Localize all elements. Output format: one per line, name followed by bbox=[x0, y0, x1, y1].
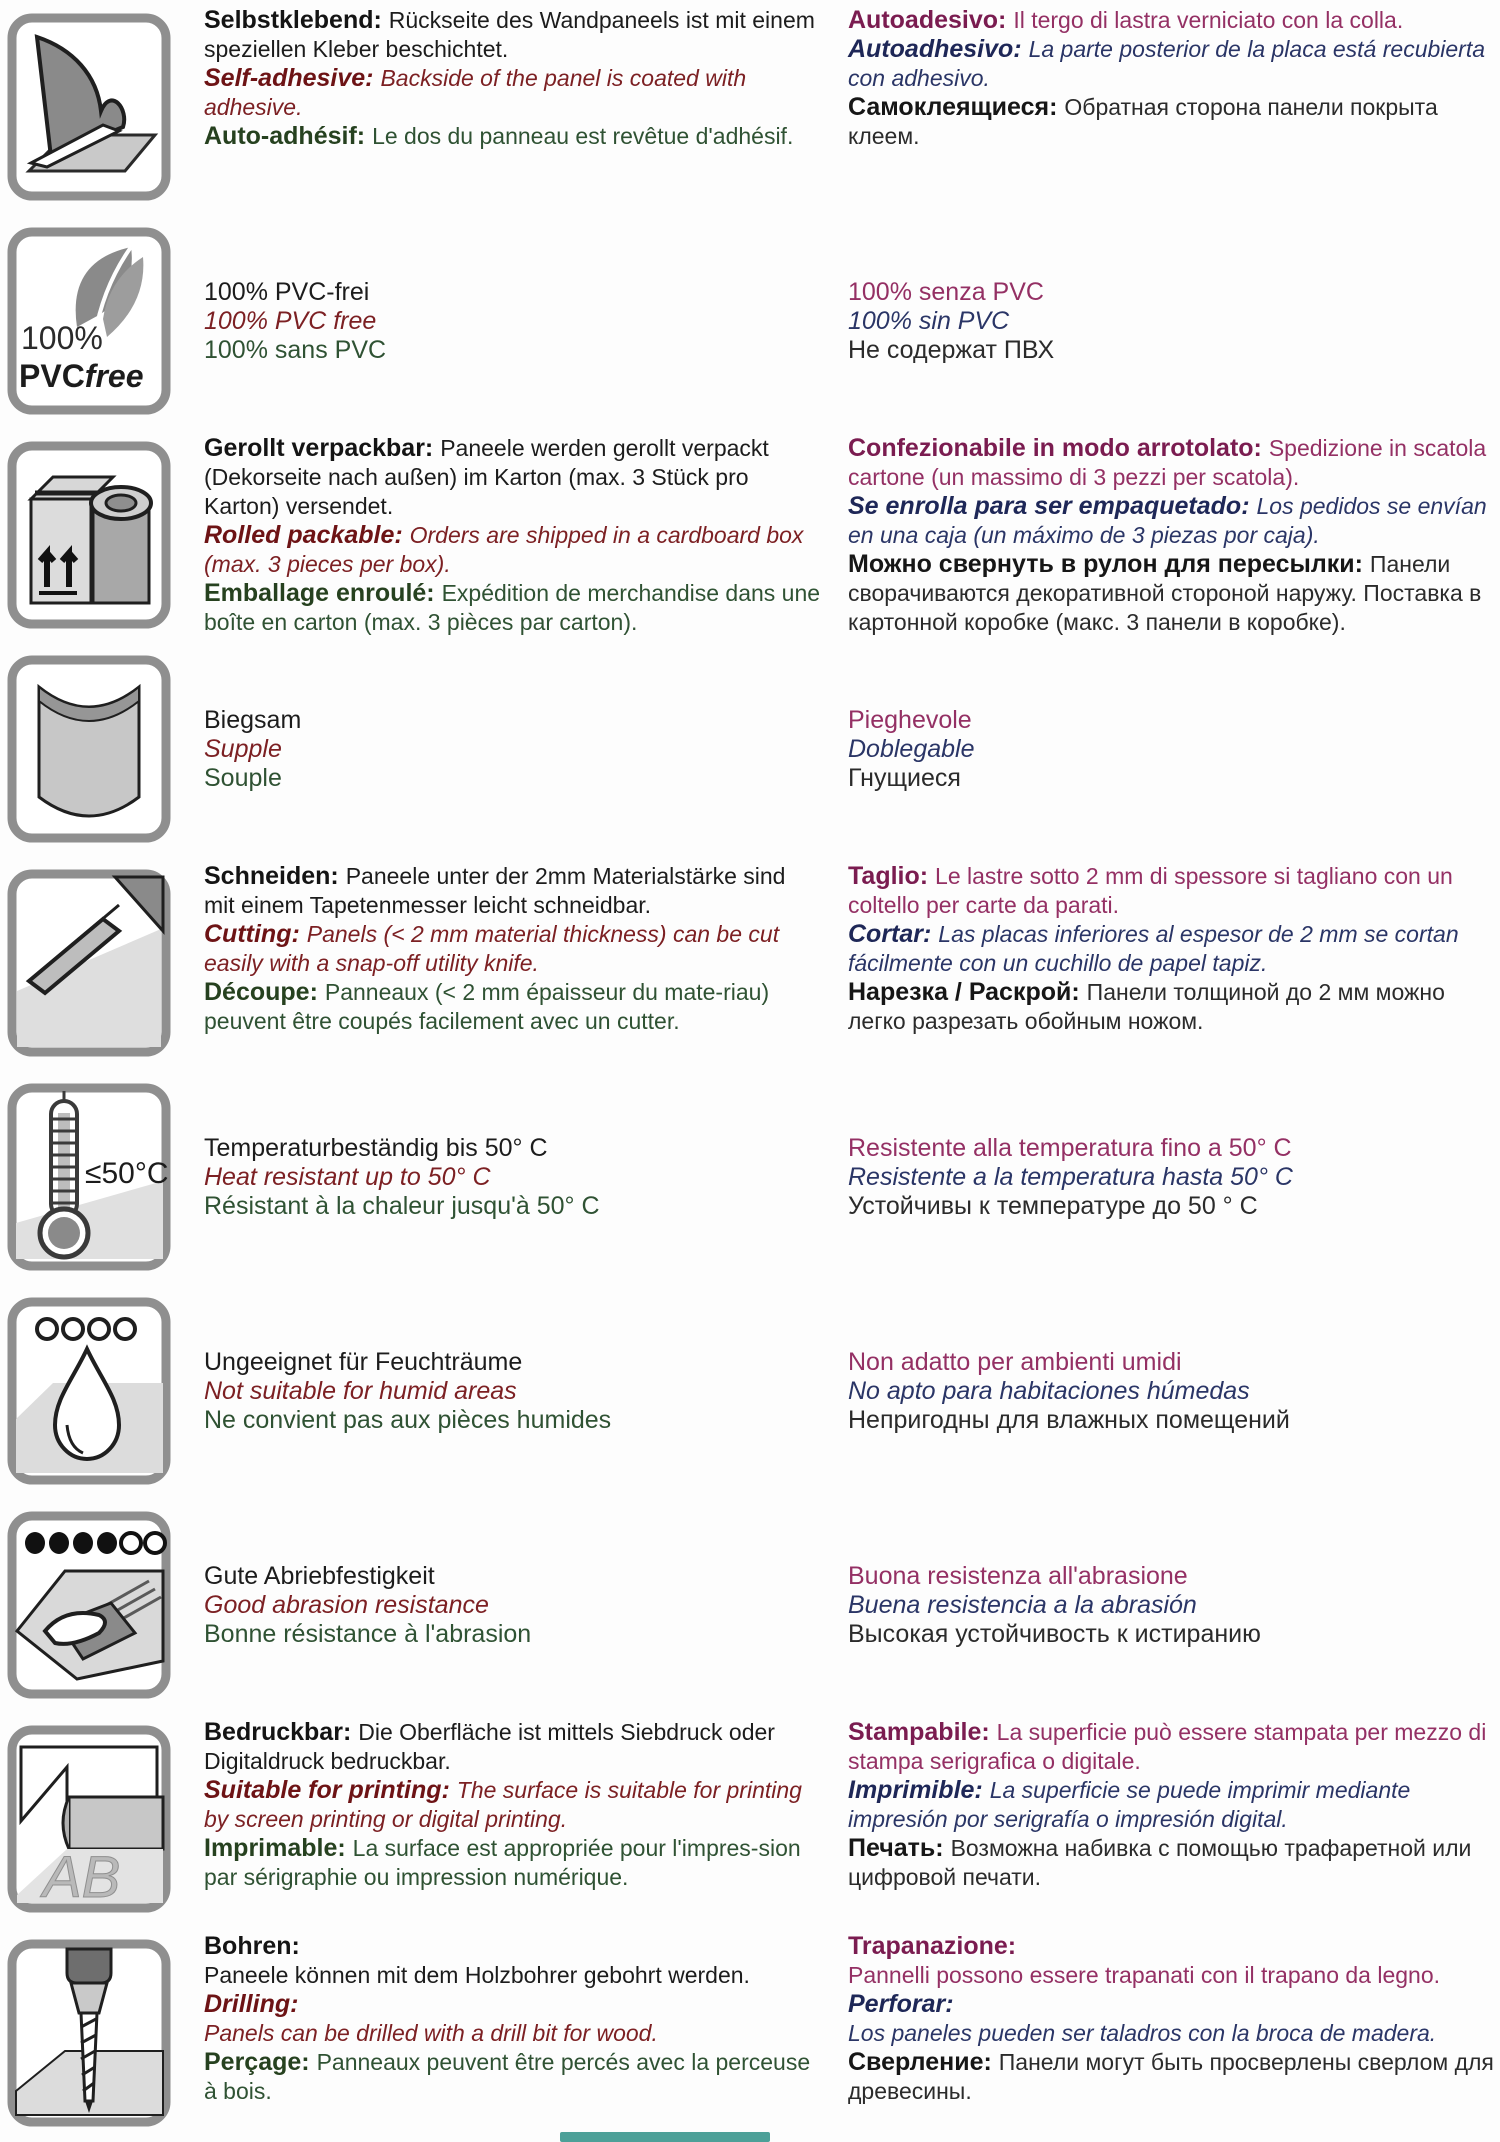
text-de: Temperaturbeständig bis 50° C bbox=[204, 1133, 548, 1162]
text-fr: Imprimable: La surface est appropriée pour l'impres-sion par sérigraphie ou impression numérique. bbox=[204, 1834, 801, 1890]
text-it: Taglio: Le lastre sotto 2 mm di spessore si tagliano con un coltello per carte da parati. bbox=[848, 862, 1453, 918]
text-es: Se enrolla para ser empaquetado: Los pedidos se envían en una caja (un máximo de 3 piezas por caja). bbox=[848, 492, 1487, 548]
text-fr: Ne convient pas aux pièces humides bbox=[204, 1405, 612, 1434]
text-ru: Сверление: Панели могут быть просверлены сверлом для древесины. bbox=[848, 2048, 1494, 2104]
peeling-panel-icon bbox=[7, 13, 171, 201]
scan-artifact bbox=[560, 2132, 770, 2142]
text-es: Doblegable bbox=[848, 734, 975, 763]
feature-row-printable bbox=[0, 1712, 1500, 1926]
pvc-free-leaf-icon bbox=[7, 227, 171, 415]
temperature-limit-label: ≤50°C bbox=[85, 1157, 169, 1190]
text-es: Buena resistencia a la abrasión bbox=[848, 1590, 1197, 1619]
feature-row-heat-resistant bbox=[0, 1070, 1500, 1284]
text-it: Pieghevole bbox=[848, 705, 972, 734]
text-it: Non adatto per ambienti umidi bbox=[848, 1347, 1182, 1376]
feature-row-rolled-packable bbox=[0, 428, 1500, 642]
text-de: Schneiden: Paneele unter der 2mm Materialstärke sind mit einem Tapetenmesser leicht schneidbar. bbox=[204, 862, 786, 918]
text-ru: Нарезка / Раскрой: Панели толщиной до 2 мм можно легко разрезать обойным ножом. bbox=[848, 978, 1445, 1034]
text-en: Heat resistant up to 50° C bbox=[204, 1162, 491, 1191]
text-ru: Непригодны для влажных помещений bbox=[848, 1405, 1290, 1434]
text-en: Cutting: Panels (< 2 mm material thickness) can be cut easily with a snap-off utility knife. bbox=[204, 920, 780, 976]
text-es: Cortar: Las placas inferiores al espesor de 2 mm se cortan fácilmente con un cuchillo de papel tapiz. bbox=[848, 920, 1459, 976]
text-ru: Не содержат ПВХ bbox=[848, 335, 1055, 364]
text-it: Trapanazione: Pannelli possono essere trapanati con il trapano da legno. bbox=[848, 1932, 1441, 1988]
pvc-label: PVC bbox=[19, 358, 85, 394]
text-en: Self-adhesive: Backside of the panel is coated with adhesive. bbox=[204, 64, 747, 120]
text-de: Ungeeignet für Feuchträume bbox=[204, 1347, 523, 1376]
text-fr: Souple bbox=[204, 763, 282, 792]
feature-row-cutting bbox=[0, 856, 1500, 1070]
text-fr: 100% sans PVC bbox=[204, 335, 387, 364]
text-fr: Bonne résistance à l'abrasion bbox=[204, 1619, 532, 1648]
text-de: Bohren: Paneele können mit dem Holzbohrer gebohrt werden. bbox=[204, 1932, 750, 1988]
feature-row-pvc-free bbox=[0, 214, 1500, 428]
text-ru: Устойчивы к температуре до 50 ° C bbox=[848, 1191, 1258, 1220]
text-it: Autoadesivo: Il tergo di lastra verniciato con la colla. bbox=[848, 6, 1404, 34]
text-es: Autoadhesivo: La parte posterior de la placa está recubierta con adhesivo. bbox=[848, 35, 1486, 91]
text-fr: Emballage enroulé: Expédition de merchandise dans une boîte en carton (max. 3 pièces par carton). bbox=[204, 579, 821, 635]
feature-row-drilling bbox=[0, 1926, 1500, 2140]
text-es: Imprimible: La superficie se puede imprimir mediante impresión por serigrafía o impresión digital. bbox=[848, 1776, 1411, 1832]
text-ru: Гнущиеся bbox=[848, 763, 961, 792]
pvc-percent-label: 100% bbox=[21, 320, 103, 356]
text-en: 100% PVC free bbox=[204, 306, 377, 335]
pvc-free-label: free bbox=[84, 358, 144, 394]
text-de: 100% PVC-frei bbox=[204, 277, 370, 306]
text-es: No apto para habitaciones húmedas bbox=[848, 1376, 1250, 1405]
feature-row-self-adhesive bbox=[0, 0, 1500, 214]
text-en: Suitable for printing: The surface is suitable for printing by screen printing or digital printing. bbox=[204, 1776, 802, 1832]
text-ru: Можно свернуть в рулон для пересылки: Панели сворачиваются декоративной стороной наружу. Поставка в картонной коробке (макс. 3 панели в коробке). bbox=[848, 550, 1482, 635]
thermometer-icon bbox=[7, 1083, 171, 1271]
print-roller-icon bbox=[7, 1725, 171, 1913]
drill-bit-icon bbox=[7, 1939, 171, 2127]
text-es: Perforar: Los paneles pueden ser taladros con la broca de madera. bbox=[848, 1990, 1437, 2046]
text-es: Resistente a la temperatura hasta 50° C bbox=[848, 1162, 1293, 1191]
text-en: Rolled packable: Orders are shipped in a cardboard box (max. 3 pieces per box). bbox=[204, 521, 804, 577]
text-de: Gerollt verpackbar: Paneele werden gerollt verpackt (Dekorseite nach außen) im Karton (max. 3 Stück pro Karton) versendet. bbox=[204, 434, 769, 519]
text-it: Buona resistenza all'abrasione bbox=[848, 1561, 1188, 1590]
text-fr: Perçage: Panneaux peuvent être percés avec la perceuse à bois. bbox=[204, 2048, 811, 2104]
text-ru: Печать: Возможна набивка с помощью трафаретной или цифровой печати. bbox=[848, 1834, 1472, 1890]
text-fr: Découpe: Panneaux (< 2 mm épaisseur du mate-riau) peuvent être coupés facilement avec un cutter. bbox=[204, 978, 770, 1034]
text-de: Gute Abriebfestigkeit bbox=[204, 1561, 435, 1590]
text-it: 100% senza PVC bbox=[848, 277, 1044, 306]
utility-knife-icon bbox=[7, 869, 171, 1057]
text-en: Not suitable for humid areas bbox=[204, 1376, 517, 1405]
svg-text:PVCfree bbox=[19, 358, 144, 394]
text-it: Resistente alla temperatura fino a 50° C bbox=[848, 1133, 1292, 1162]
text-de: Bedruckbar: Die Oberfläche ist mittels Siebdruck oder Digitaldruck bedruckbar. bbox=[204, 1718, 775, 1774]
curved-panel-icon bbox=[7, 655, 171, 843]
box-with-roll-icon bbox=[7, 441, 171, 629]
text-en: Drilling: Panels can be drilled with a drill bit for wood. bbox=[204, 1990, 658, 2046]
printed-letters-label: AB bbox=[43, 1845, 121, 1910]
feature-row-supple bbox=[0, 642, 1500, 856]
text-fr: Auto-adhésif: Le dos du panneau est revêtue d'adhésif. bbox=[204, 122, 794, 150]
feature-row-abrasion bbox=[0, 1498, 1500, 1712]
text-ru: Самоклеящиеся: Обратная сторона панели покрыта клеем. bbox=[848, 93, 1438, 149]
text-it: Stampabile: La superficie può essere stampata per mezzo di stampa serigrafica o digitale. bbox=[848, 1718, 1487, 1774]
text-de: Selbstklebend: Rückseite des Wandpaneels ist mit einem speziellen Kleber beschichtet. bbox=[204, 6, 815, 62]
water-drop-icon bbox=[7, 1297, 171, 1485]
text-es: 100% sin PVC bbox=[848, 306, 1010, 335]
feature-row-humid bbox=[0, 1284, 1500, 1498]
text-en: Supple bbox=[204, 734, 282, 763]
text-en: Good abrasion resistance bbox=[204, 1590, 489, 1619]
text-ru: Высокая устойчивость к истиранию bbox=[848, 1619, 1261, 1648]
text-it: Confezionabile in modo arrotolato: Spedizione in scatola cartone (un massimo di 3 pezzi per scatola). bbox=[848, 434, 1487, 490]
abrasion-wipe-icon bbox=[7, 1511, 171, 1699]
text-fr: Résistant à la chaleur jusqu'à 50° C bbox=[204, 1191, 600, 1220]
text-de: Biegsam bbox=[204, 705, 302, 734]
